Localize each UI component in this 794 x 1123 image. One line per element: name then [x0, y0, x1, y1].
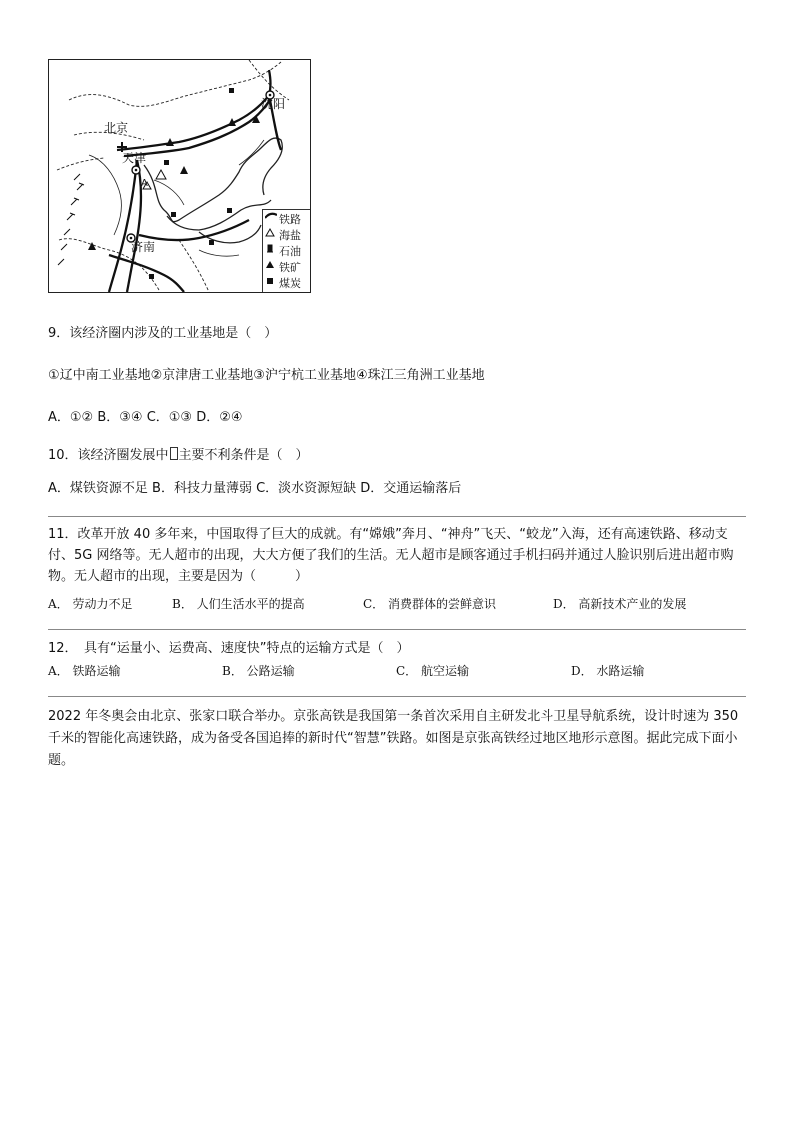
railway-lines: [109, 70, 281, 292]
rivers: [89, 140, 264, 256]
legend-label-oil: 石油: [279, 245, 301, 258]
intro-paragraph: 2022 年冬奥会由北京、张家口联合举办。京张高铁是我国第一条首次采用自主研发北斗卫星导航系统，设计时速为 350 千米的智能化高速铁路，成为备受各国追捧的新时代“智慧”铁路。如图是京张高铁经过地区地形示意图。据此完成下面小题。: [48, 709, 739, 768]
legend-label-iron-ore: 铁矿: [279, 261, 301, 274]
legend-label-sea-salt: 海盐: [279, 229, 301, 242]
resource-symbols: [88, 88, 260, 279]
map-legend: [262, 209, 311, 293]
legend-row-coal: [265, 276, 301, 291]
city-label-tianjin: 天津: [122, 151, 147, 165]
question-11-stem: 11．改革开放 40 多年来，中国取得了巨大的成就。有“嫦娥”奔月、“神舟”飞天、“蛟龙”入海，还有高速铁路、移动支付、5G 网络等。无人超市的出现，大大方便了我们的生活。无人超市是顾客通过手机扫码并通过人脸识别后进出超市购物。无人超市的出现，主要是因为（ ）: [48, 527, 734, 584]
divider: [48, 696, 746, 697]
option-c: C． 航空运输: [396, 664, 469, 678]
question-9-stem: 9．该经济圈内涉及的工业基地是（ ）: [48, 326, 278, 341]
legend-label-coal: 煤炭: [279, 277, 301, 290]
question-10-options: A．煤铁资源不足 B．科技力量薄弱 C．淡水资源短缺 D．交通运输落后: [48, 481, 462, 496]
question-12-options: [48, 663, 644, 679]
legend-row-iron-ore: [265, 260, 301, 275]
question-10-stem-before: 10．该经济圈发展中: [48, 448, 169, 463]
boundary-lines: [57, 60, 289, 292]
missing-glyph-icon: [170, 447, 178, 460]
economic-circle-map: [48, 59, 311, 293]
option-d: D． 水路运输: [571, 664, 645, 678]
option-b: B． 公路运输: [222, 664, 295, 678]
legend-row-oil: [265, 244, 301, 259]
divider: [48, 516, 746, 517]
question-12-stem: 12． 具有“运量小、运费高、速度快”特点的运输方式是（ ）: [48, 641, 410, 656]
legend-label-railway: 铁路: [279, 213, 301, 226]
option-a: A． 铁路运输: [48, 664, 121, 678]
city-label-beijing: 北京: [104, 121, 129, 135]
railway-ticks: [58, 174, 84, 265]
legend-row-sea-salt: [265, 228, 301, 243]
legend-row-railway: [265, 212, 301, 227]
question-10-stem-after: 主要不利条件是（ ）: [178, 448, 309, 463]
question-9-items: ①辽中南工业基地②京津唐工业基地③沪宁杭工业基地④珠江三角洲工业基地: [48, 368, 485, 383]
divider: [48, 629, 746, 630]
option-b: B． 人们生活水平的提高: [172, 597, 305, 611]
option-c: C． 消费群体的尝鲜意识: [363, 597, 496, 611]
svg-text:A: A: [141, 178, 148, 189]
question-9-options: A．①② B．③④ C．①③ D．②④: [48, 410, 243, 425]
option-a: A． 劳动力不足: [48, 597, 133, 611]
city-label-jinan: 济南: [131, 240, 156, 254]
option-d: D． 高新技术产业的发展: [553, 597, 687, 611]
city-label-shenyang: 沈阳: [261, 97, 286, 111]
question-11-options: [48, 596, 686, 612]
question-10-stem: [48, 447, 309, 465]
